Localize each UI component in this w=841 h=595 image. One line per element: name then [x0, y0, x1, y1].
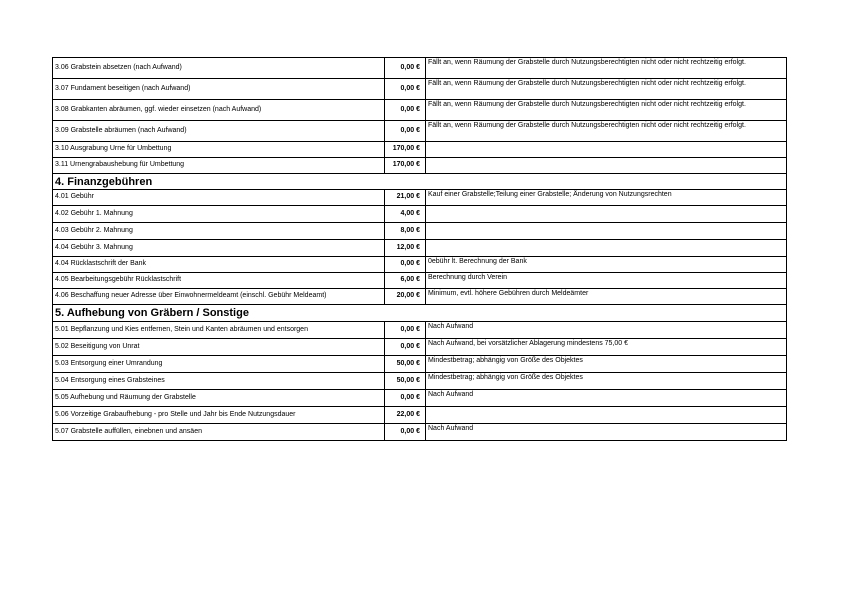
- fee-amount-cell: 0,00 €: [385, 58, 426, 79]
- fee-label-cell: 3.09 Grabstelle abräumen (nach Aufwand): [53, 121, 385, 142]
- fee-amount-cell: 170,00 €: [385, 158, 426, 174]
- fee-row: [53, 79, 787, 100]
- fee-note-cell: Mindestbetrag; abhängig von Größe des Objektes: [426, 373, 787, 390]
- fee-row: [53, 322, 787, 339]
- fee-row: [53, 289, 787, 305]
- fee-label-cell: 5.05 Aufhebung und Räumung der Grabstelle: [53, 390, 385, 407]
- fee-amount-cell: 0,00 €: [385, 339, 426, 356]
- fee-row: [53, 121, 787, 142]
- fee-amount-cell: 20,00 €: [385, 289, 426, 305]
- fee-row: [53, 339, 787, 356]
- fee-amount-cell: 8,00 €: [385, 223, 426, 240]
- fee-label-cell: 3.10 Ausgrabung Urne für Umbettung: [53, 142, 385, 158]
- fee-amount-cell: 12,00 €: [385, 240, 426, 257]
- fee-label-cell: 5.01 Bepflanzung und Kies entfernen, Stein und Kanten abräumen und entsorgen: [53, 322, 385, 339]
- fee-note-cell: Fällt an, wenn Räumung der Grabstelle durch Nutzungsberechtigten nicht oder nicht rechtzeitig erfolgt.: [426, 100, 787, 121]
- fee-note-cell: 0ebühr lt. Berechnung der Bank: [426, 257, 787, 273]
- fee-note-cell: Fällt an, wenn Räumung der Grabstelle durch Nutzungsberechtigten nicht oder nicht rechtzeitig erfolgt.: [426, 58, 787, 79]
- fee-note-cell: Berechnung durch Verein: [426, 273, 787, 289]
- fee-amount-cell: 0,00 €: [385, 79, 426, 100]
- fee-label-cell: 4.01 Gebühr: [53, 190, 385, 206]
- fee-row: [53, 158, 787, 174]
- fee-amount-cell: 21,00 €: [385, 190, 426, 206]
- fee-amount-cell: 0,00 €: [385, 100, 426, 121]
- fee-amount-cell: 22,00 €: [385, 407, 426, 424]
- fee-amount-cell: 0,00 €: [385, 390, 426, 407]
- fee-row: [53, 223, 787, 240]
- fee-row: [53, 257, 787, 273]
- fee-row: [53, 407, 787, 424]
- fee-amount-cell: 0,00 €: [385, 424, 426, 441]
- section-heading-row: [53, 174, 787, 190]
- fee-label-cell: 5.07 Grabstelle auffüllen, einebnen und ansäen: [53, 424, 385, 441]
- fee-note-cell: Nach Aufwand, bei vorsätzlicher Ablagerung mindestens 75,00 €: [426, 339, 787, 356]
- fee-amount-cell: 4,00 €: [385, 206, 426, 223]
- fee-label-cell: 4.04 Rücklastschrift der Bank: [53, 257, 385, 273]
- fee-row: [53, 390, 787, 407]
- fee-label-cell: 5.04 Entsorgung eines Grabsteines: [53, 373, 385, 390]
- fee-note-cell: Nach Aufwand: [426, 322, 787, 339]
- fee-note-cell: [426, 407, 787, 424]
- section-heading: 4. Finanzgebühren: [53, 174, 787, 190]
- fee-amount-cell: 0,00 €: [385, 121, 426, 142]
- section-heading-row: [53, 305, 787, 322]
- fee-amount-cell: 50,00 €: [385, 373, 426, 390]
- fee-note-cell: Kauf einer Grabstelle;Teilung einer Grabstelle; Änderung von Nutzungsrechten: [426, 190, 787, 206]
- fee-table: [52, 57, 787, 441]
- fee-note-cell: Nach Aufwand: [426, 390, 787, 407]
- fee-label-cell: 3.07 Fundament beseitigen (nach Aufwand): [53, 79, 385, 100]
- fee-label-cell: 4.05 Bearbeitungsgebühr Rücklastschrift: [53, 273, 385, 289]
- fee-row: [53, 424, 787, 441]
- fee-note-cell: [426, 158, 787, 174]
- fee-row: [53, 190, 787, 206]
- fee-note-cell: Mindestbetrag; abhängig von Größe des Objektes: [426, 356, 787, 373]
- fee-amount-cell: 50,00 €: [385, 356, 426, 373]
- fee-label-cell: 4.03 Gebühr 2. Mahnung: [53, 223, 385, 240]
- fee-row: [53, 273, 787, 289]
- fee-label-cell: 3.08 Grabkanten abräumen, ggf. wieder einsetzen (nach Aufwand): [53, 100, 385, 121]
- section-heading: 5. Aufhebung von Gräbern / Sonstige: [53, 305, 787, 322]
- fee-label-cell: 4.04 Gebühr 3. Mahnung: [53, 240, 385, 257]
- fee-note-cell: Fällt an, wenn Räumung der Grabstelle durch Nutzungsberechtigten nicht oder nicht rechtzeitig erfolgt.: [426, 121, 787, 142]
- fee-table-body: [53, 58, 787, 441]
- fee-note-cell: [426, 223, 787, 240]
- fee-label-cell: 4.02 Gebühr 1. Mahnung: [53, 206, 385, 223]
- fee-label-cell: 3.06 Grabstein absetzen (nach Aufwand): [53, 58, 385, 79]
- fee-row: [53, 142, 787, 158]
- fee-amount-cell: 0,00 €: [385, 322, 426, 339]
- fee-note-cell: [426, 240, 787, 257]
- fee-note-cell: Minimum, evtl. höhere Gebühren durch Meldeämter: [426, 289, 787, 305]
- fee-row: [53, 100, 787, 121]
- fee-row: [53, 206, 787, 223]
- fee-row: [53, 373, 787, 390]
- fee-row: [53, 356, 787, 373]
- fee-label-cell: 5.03 Entsorgung einer Umrandung: [53, 356, 385, 373]
- fee-note-cell: [426, 142, 787, 158]
- fee-row: [53, 58, 787, 79]
- fee-label-cell: 5.02 Beseitigung von Unrat: [53, 339, 385, 356]
- fee-note-cell: [426, 206, 787, 223]
- fee-label-cell: 4.06 Beschaffung neuer Adresse über Einwohnermeldeamt (einschl. Gebühr Meldeamt): [53, 289, 385, 305]
- fee-note-cell: Fällt an, wenn Räumung der Grabstelle durch Nutzungsberechtigten nicht oder nicht rechtzeitig erfolgt.: [426, 79, 787, 100]
- fee-amount-cell: 0,00 €: [385, 257, 426, 273]
- fee-label-cell: 5.06 Vorzeitige Grabaufhebung - pro Stelle und Jahr bis Ende Nutzungsdauer: [53, 407, 385, 424]
- fee-row: [53, 240, 787, 257]
- fee-amount-cell: 6,00 €: [385, 273, 426, 289]
- fee-label-cell: 3.11 Urnengrabaushebung für Umbettung: [53, 158, 385, 174]
- fee-note-cell: Nach Aufwand: [426, 424, 787, 441]
- fee-amount-cell: 170,00 €: [385, 142, 426, 158]
